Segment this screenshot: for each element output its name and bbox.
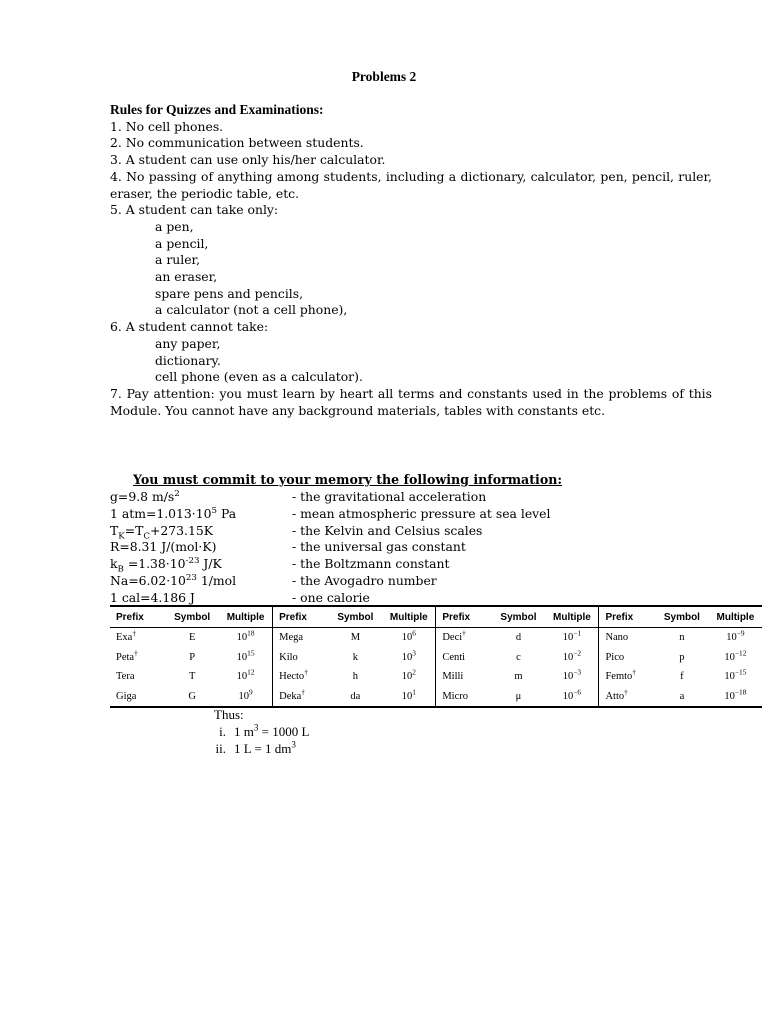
symbol-cell: c xyxy=(516,651,521,663)
multiple-cell: $10^2$ xyxy=(382,667,436,687)
prefix-cell: Hecto† xyxy=(279,667,308,683)
symbol-cell: M xyxy=(350,632,361,644)
rule-5-item: a ruler, xyxy=(155,252,201,268)
symbol-cell: da xyxy=(329,687,383,708)
constant-description: - the Kelvin and Celsius scales xyxy=(292,522,483,538)
column-header: Multiple xyxy=(709,606,762,628)
prefix-cell: Atto† xyxy=(599,687,655,708)
multiple-cell: $10^{-9}$ xyxy=(726,628,745,644)
memory-heading: You must commit to your memory the following information: xyxy=(133,472,563,487)
symbol-cell: μ xyxy=(492,687,546,708)
prefix-cell: Exa† xyxy=(116,628,136,644)
thus-item-number: ii. xyxy=(215,741,226,756)
rules-section xyxy=(110,102,712,419)
prefix-cell: Giga xyxy=(110,687,165,708)
symbol-cell: d xyxy=(515,632,522,644)
thus-item-number: i. xyxy=(219,724,226,739)
table-row xyxy=(110,628,762,648)
prefix-cell: Deci† xyxy=(442,628,466,644)
rule-6: 6. A student cannot take: xyxy=(110,319,269,335)
column-header: Multiple xyxy=(545,606,599,628)
table-row xyxy=(110,667,762,687)
symbol-cell: f xyxy=(680,671,684,683)
multiple-cell: $10^3$ xyxy=(382,648,436,668)
constant-formula: $k_B =1.38\cdot 10^{-23}$ J/K xyxy=(110,556,222,575)
symbol-cell: h xyxy=(352,671,358,683)
multiple-cell: $10^{15}$ xyxy=(219,648,273,668)
prefix-cell: Femto† xyxy=(605,667,636,683)
prefix-cell: Deka† xyxy=(273,687,329,708)
prefix-cell: Tera xyxy=(116,671,135,683)
column-header: Symbol xyxy=(165,606,219,628)
rule-2: 2. No communication between students. xyxy=(110,135,364,151)
table-row xyxy=(110,648,762,668)
column-header: Multiple xyxy=(219,606,273,628)
thus-section xyxy=(214,706,323,757)
column-header: Prefix xyxy=(110,606,165,628)
column-header: Prefix xyxy=(599,606,655,628)
prefix-cell: Micro xyxy=(436,687,492,708)
multiple-cell: $10^{-12}$ xyxy=(724,648,747,663)
rule-3: 3. A student can use only his/her calculator. xyxy=(110,152,386,168)
constant-formula: $T_K=T_C+273.15K$ xyxy=(110,522,214,542)
rule-5: 5. A student can take only: xyxy=(110,202,279,218)
multiple-cell: $10^9$ xyxy=(219,687,273,708)
multiple-cell: $10^{-3}$ xyxy=(545,667,599,687)
column-header: Prefix xyxy=(273,606,329,628)
rule-5-item: spare pens and pencils, xyxy=(155,285,304,301)
column-header: Symbol xyxy=(492,606,546,628)
symbol-cell: p xyxy=(679,651,685,663)
page-title: Problems 2 xyxy=(351,69,417,84)
prefix-cell: Milli xyxy=(442,671,464,683)
constant-description: - the gravitational acceleration xyxy=(292,489,487,504)
multiple-cell: $10^{-2}$ xyxy=(545,648,599,668)
rule-4: 4. No passing of anything among students, including a dictionary, calculator, pen, pencil, ruler, eraser, the periodic table, etc. xyxy=(110,168,712,201)
prefix-cell: Centi xyxy=(442,651,466,663)
column-header: Prefix xyxy=(436,606,492,628)
prefix-cell: Nano xyxy=(605,632,629,644)
constant-description: - the universal gas constant xyxy=(292,539,466,555)
multiple-cell: $10^{12}$ xyxy=(219,667,273,687)
rules-heading: Rules for Quizzes and Examinations: xyxy=(110,102,324,117)
symbol-cell: T xyxy=(188,671,196,683)
rule-1: 1. No cell phones. xyxy=(110,118,224,134)
multiple-cell: $10^1$ xyxy=(382,687,436,708)
constant-description: - mean atmospheric pressure at sea level xyxy=(292,505,551,521)
rule-7: 7. Pay attention: you must learn by heart all terms and constants used in the problems of this Module. You cannot have any background materials, tables with constants etc. xyxy=(110,385,712,418)
symbol-cell: E xyxy=(188,632,196,644)
symbol-cell: n xyxy=(679,632,685,644)
table-row xyxy=(110,687,762,708)
prefix-cell: Pico xyxy=(605,651,625,663)
prefix-cell: Peta† xyxy=(116,648,138,663)
rule-5-item: a pen, xyxy=(155,218,194,234)
symbol-cell: G xyxy=(165,687,219,708)
constant-formula: 1 $atm=1.013\cdot 10^5$ Pa xyxy=(110,505,237,521)
rule-5-item: an eraser, xyxy=(155,269,218,285)
multiple-cell: $10^{-6}$ xyxy=(545,687,599,708)
column-header: Symbol xyxy=(329,606,383,628)
prefix-cell: Mega xyxy=(279,632,304,644)
rule-6-item: cell phone (even as a calculator). xyxy=(155,369,363,385)
prefix-cell: Kilo xyxy=(279,651,298,663)
rule-6-item: dictionary. xyxy=(155,352,221,368)
rule-5-item: a calculator (not a cell phone), xyxy=(155,302,348,318)
symbol-cell: k xyxy=(352,651,358,663)
si-prefix-table xyxy=(110,605,762,708)
constant-description: - one calorie xyxy=(292,589,370,605)
multiple-cell: $10^6$ xyxy=(382,628,436,648)
constant-description: - the Avogadro number xyxy=(292,572,437,588)
constant-formula: g=9.8 $m/s^2$ xyxy=(110,488,180,504)
multiple-cell: $10^{-15}$ xyxy=(724,667,747,683)
constant-formula: $Na=6.02\cdot 10^{23}$ 1/mol xyxy=(110,572,237,588)
table-header-row xyxy=(110,606,762,628)
thus-label: Thus: xyxy=(214,707,244,722)
thus-item: i. 1 $m^3 = 1000$ L xyxy=(200,723,309,740)
column-header: Multiple xyxy=(382,606,436,628)
multiple-cell: $10^{18}$ xyxy=(219,628,273,648)
constant-description: - the Boltzmann constant xyxy=(292,556,450,572)
symbol-cell: m xyxy=(514,671,523,683)
constant-formula: 1 cal=4.186 J xyxy=(110,589,195,605)
symbol-cell: a xyxy=(655,687,709,708)
symbol-cell: P xyxy=(189,651,196,663)
constant-formula: R=8.31 J/(mol·K) xyxy=(110,539,217,555)
multiple-cell: $10^{-1}$ xyxy=(545,628,599,648)
column-header: Symbol xyxy=(655,606,709,628)
rule-6-item: any paper, xyxy=(155,335,221,351)
thus-item: ii. 1 L = 1 $dm^3$ xyxy=(200,740,309,757)
rule-5-item: a pencil, xyxy=(155,235,209,251)
multiple-cell: $10^{-18}$ xyxy=(709,687,762,708)
